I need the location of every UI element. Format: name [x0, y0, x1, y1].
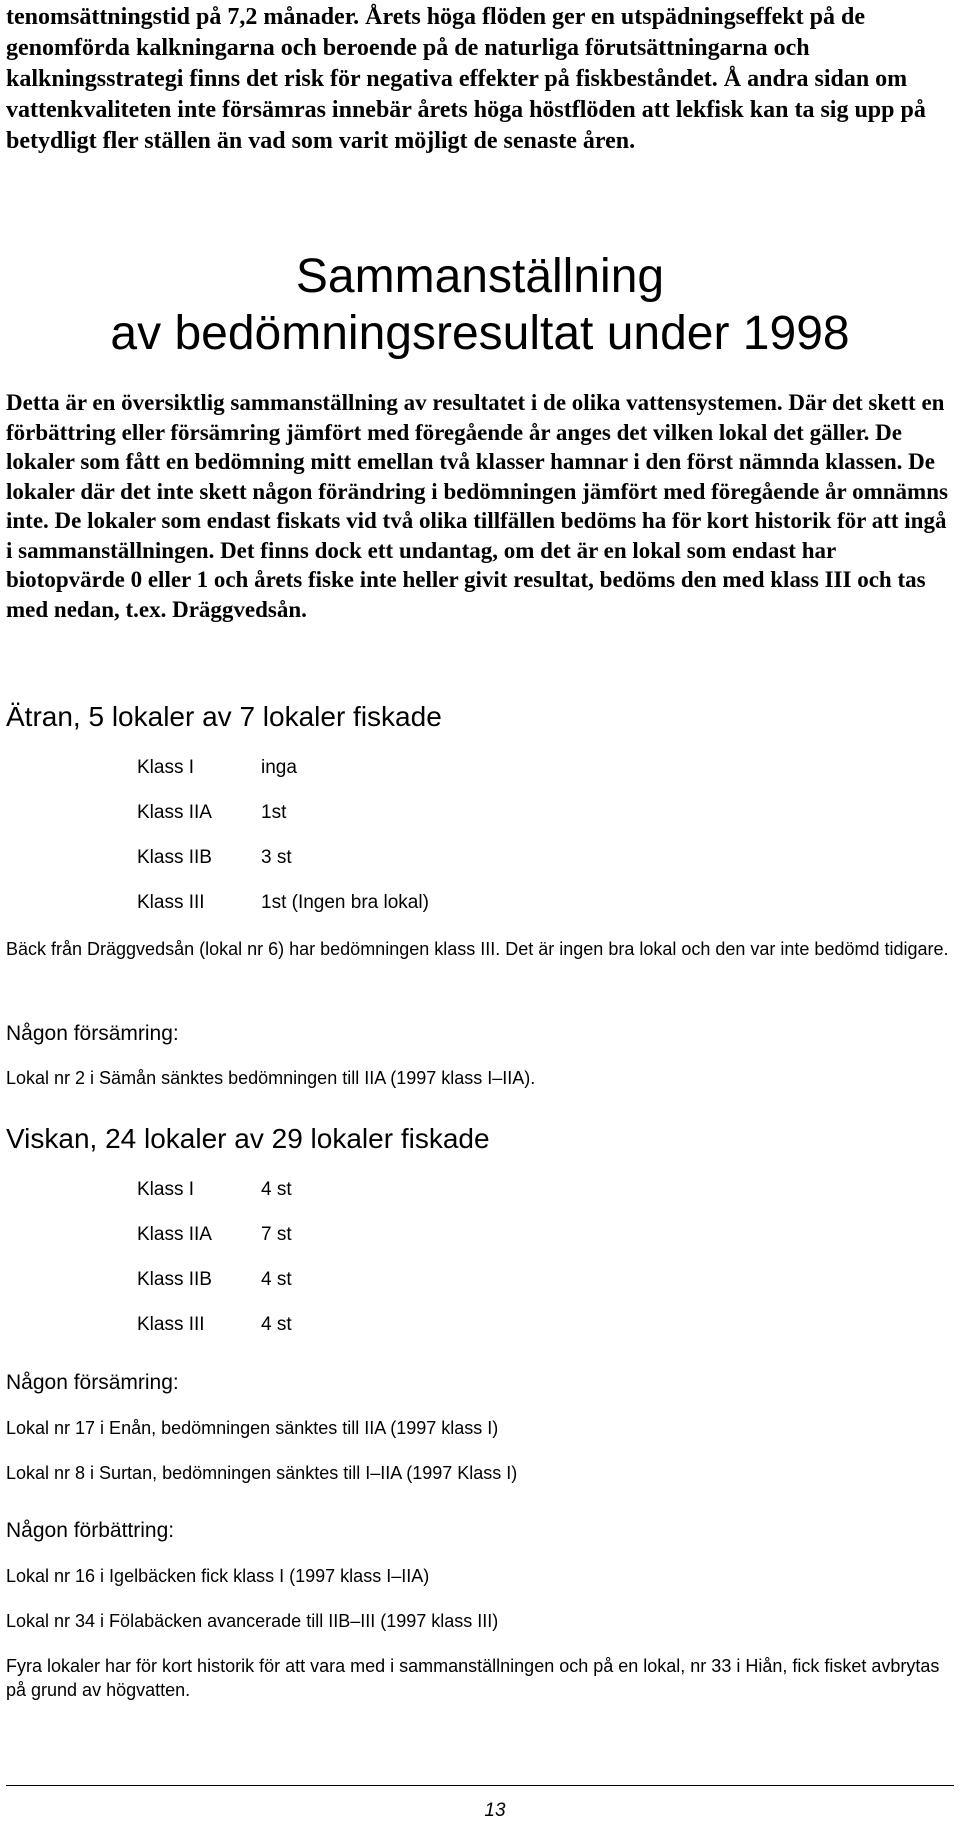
table-row: [137, 846, 429, 891]
page-number: 13: [484, 1800, 506, 1821]
summary-paragraph: Detta är en översiktlig sammanställning av resultatet i de olika vattensystemen. Där det skett en förbättring eller försämring jämfört med föregående år anges det vilken lokal det gäller. De lokaler som fått en bedömning mitt emellan två klasser hamnar i den först nämnda klassen. De lokaler där det inte skett någon förändring i bedömningen jämfört med föregående år omnämns inte. De lokaler som endast fiskats vid två olika tillfällen bedöms ha för kort historik för att ingå i sammanställningen. Det finns dock ett undantag, om det är en lokal som endast har biotopvärde 0 eller 1 och årets fiske inte heller givit resultat, bedöms den med klass III och tas med nedan, t.ex. Dräggvedsån.: [6, 390, 948, 622]
list-item: Lokal nr 17 i Enån, bedömningen sänktes till IIA (1997 klass I): [6, 1418, 499, 1438]
viskan-worsening-heading: Någon försämring:: [6, 1371, 179, 1394]
table-row: [137, 1178, 292, 1223]
viskan-improvement-heading: Någon förbättring:: [6, 1519, 175, 1542]
class-name: Klass IIB: [137, 1269, 212, 1290]
page-title: [0, 248, 960, 362]
footer-divider: [6, 1785, 954, 1786]
table-row: [137, 1223, 292, 1268]
table-row: [137, 756, 429, 801]
class-name: Klass IIA: [137, 1224, 212, 1245]
section-title-viskan: Viskan, 24 lokaler av 29 lokaler fiskade: [6, 1123, 490, 1154]
list-item: Lokal nr 2 i Sämån sänktes bedömningen till IIA (1997 klass I–IIA).: [6, 1068, 536, 1088]
class-count: 4 st: [261, 1269, 292, 1290]
viskan-class-table: [137, 1178, 292, 1358]
list-item: Lokal nr 8 i Surtan, bedömningen sänktes till I–IIA (1997 Klass I): [6, 1463, 518, 1483]
class-name: Klass I: [137, 1179, 195, 1200]
atran-note: Bäck från Dräggvedsån (lokal nr 6) har bedömningen klass III. Det är ingen bra lokal och den var inte bedömd tidigare.: [6, 939, 949, 959]
viskan-note: Fyra lokaler har för kort historik för att vara med i sammanställningen och på en lokal, nr 33 i Hiån, fick fisket avbrytas på grund av högvatten.: [6, 1656, 940, 1700]
class-count: 7 st: [261, 1224, 292, 1245]
class-name: Klass IIB: [137, 847, 212, 868]
class-count: inga: [261, 757, 297, 778]
atran-worsening-heading: Någon försämring:: [6, 1022, 179, 1045]
table-row: [137, 1313, 292, 1358]
atran-class-table: [137, 756, 429, 936]
class-count: 1st (Ingen bra lokal): [261, 892, 429, 913]
class-name: Klass IIA: [137, 802, 212, 823]
class-name: Klass I: [137, 757, 195, 778]
intro-paragraph: tenomsättningstid på 7,2 månader. Årets höga flöden ger en utspädningseffekt på de genomförda kalkningarna och beroende på de naturliga förutsättningarna och kalkningsstrategi finns det risk för negativa effekter på fiskbeståndet. Å andra sidan om vattenkvaliteten inte försämras innebär årets höga höstflöden att lekfisk kan ta sig upp på betydligt fler ställen än vad som varit möjligt de senaste åren.: [6, 4, 926, 154]
table-row: [137, 801, 429, 846]
page-title-line-1: Sammanställning: [295, 250, 665, 303]
class-count: 4 st: [261, 1179, 292, 1200]
table-row: [137, 1268, 292, 1313]
table-row: [137, 891, 429, 936]
class-count: 1st: [261, 802, 287, 823]
class-name: Klass III: [137, 1314, 205, 1335]
page-title-line-2: av bedömningsresultat under 1998: [110, 307, 850, 360]
section-title-atran: Ätran, 5 lokaler av 7 lokaler fiskade: [6, 701, 442, 732]
class-count: 4 st: [261, 1314, 292, 1335]
list-item: Lokal nr 16 i Igelbäcken fick klass I (1997 klass I–IIA): [6, 1566, 430, 1586]
class-count: 3 st: [261, 847, 292, 868]
class-name: Klass III: [137, 892, 205, 913]
list-item: Lokal nr 34 i Fölabäcken avancerade till IIB–III (1997 klass III): [6, 1611, 499, 1631]
